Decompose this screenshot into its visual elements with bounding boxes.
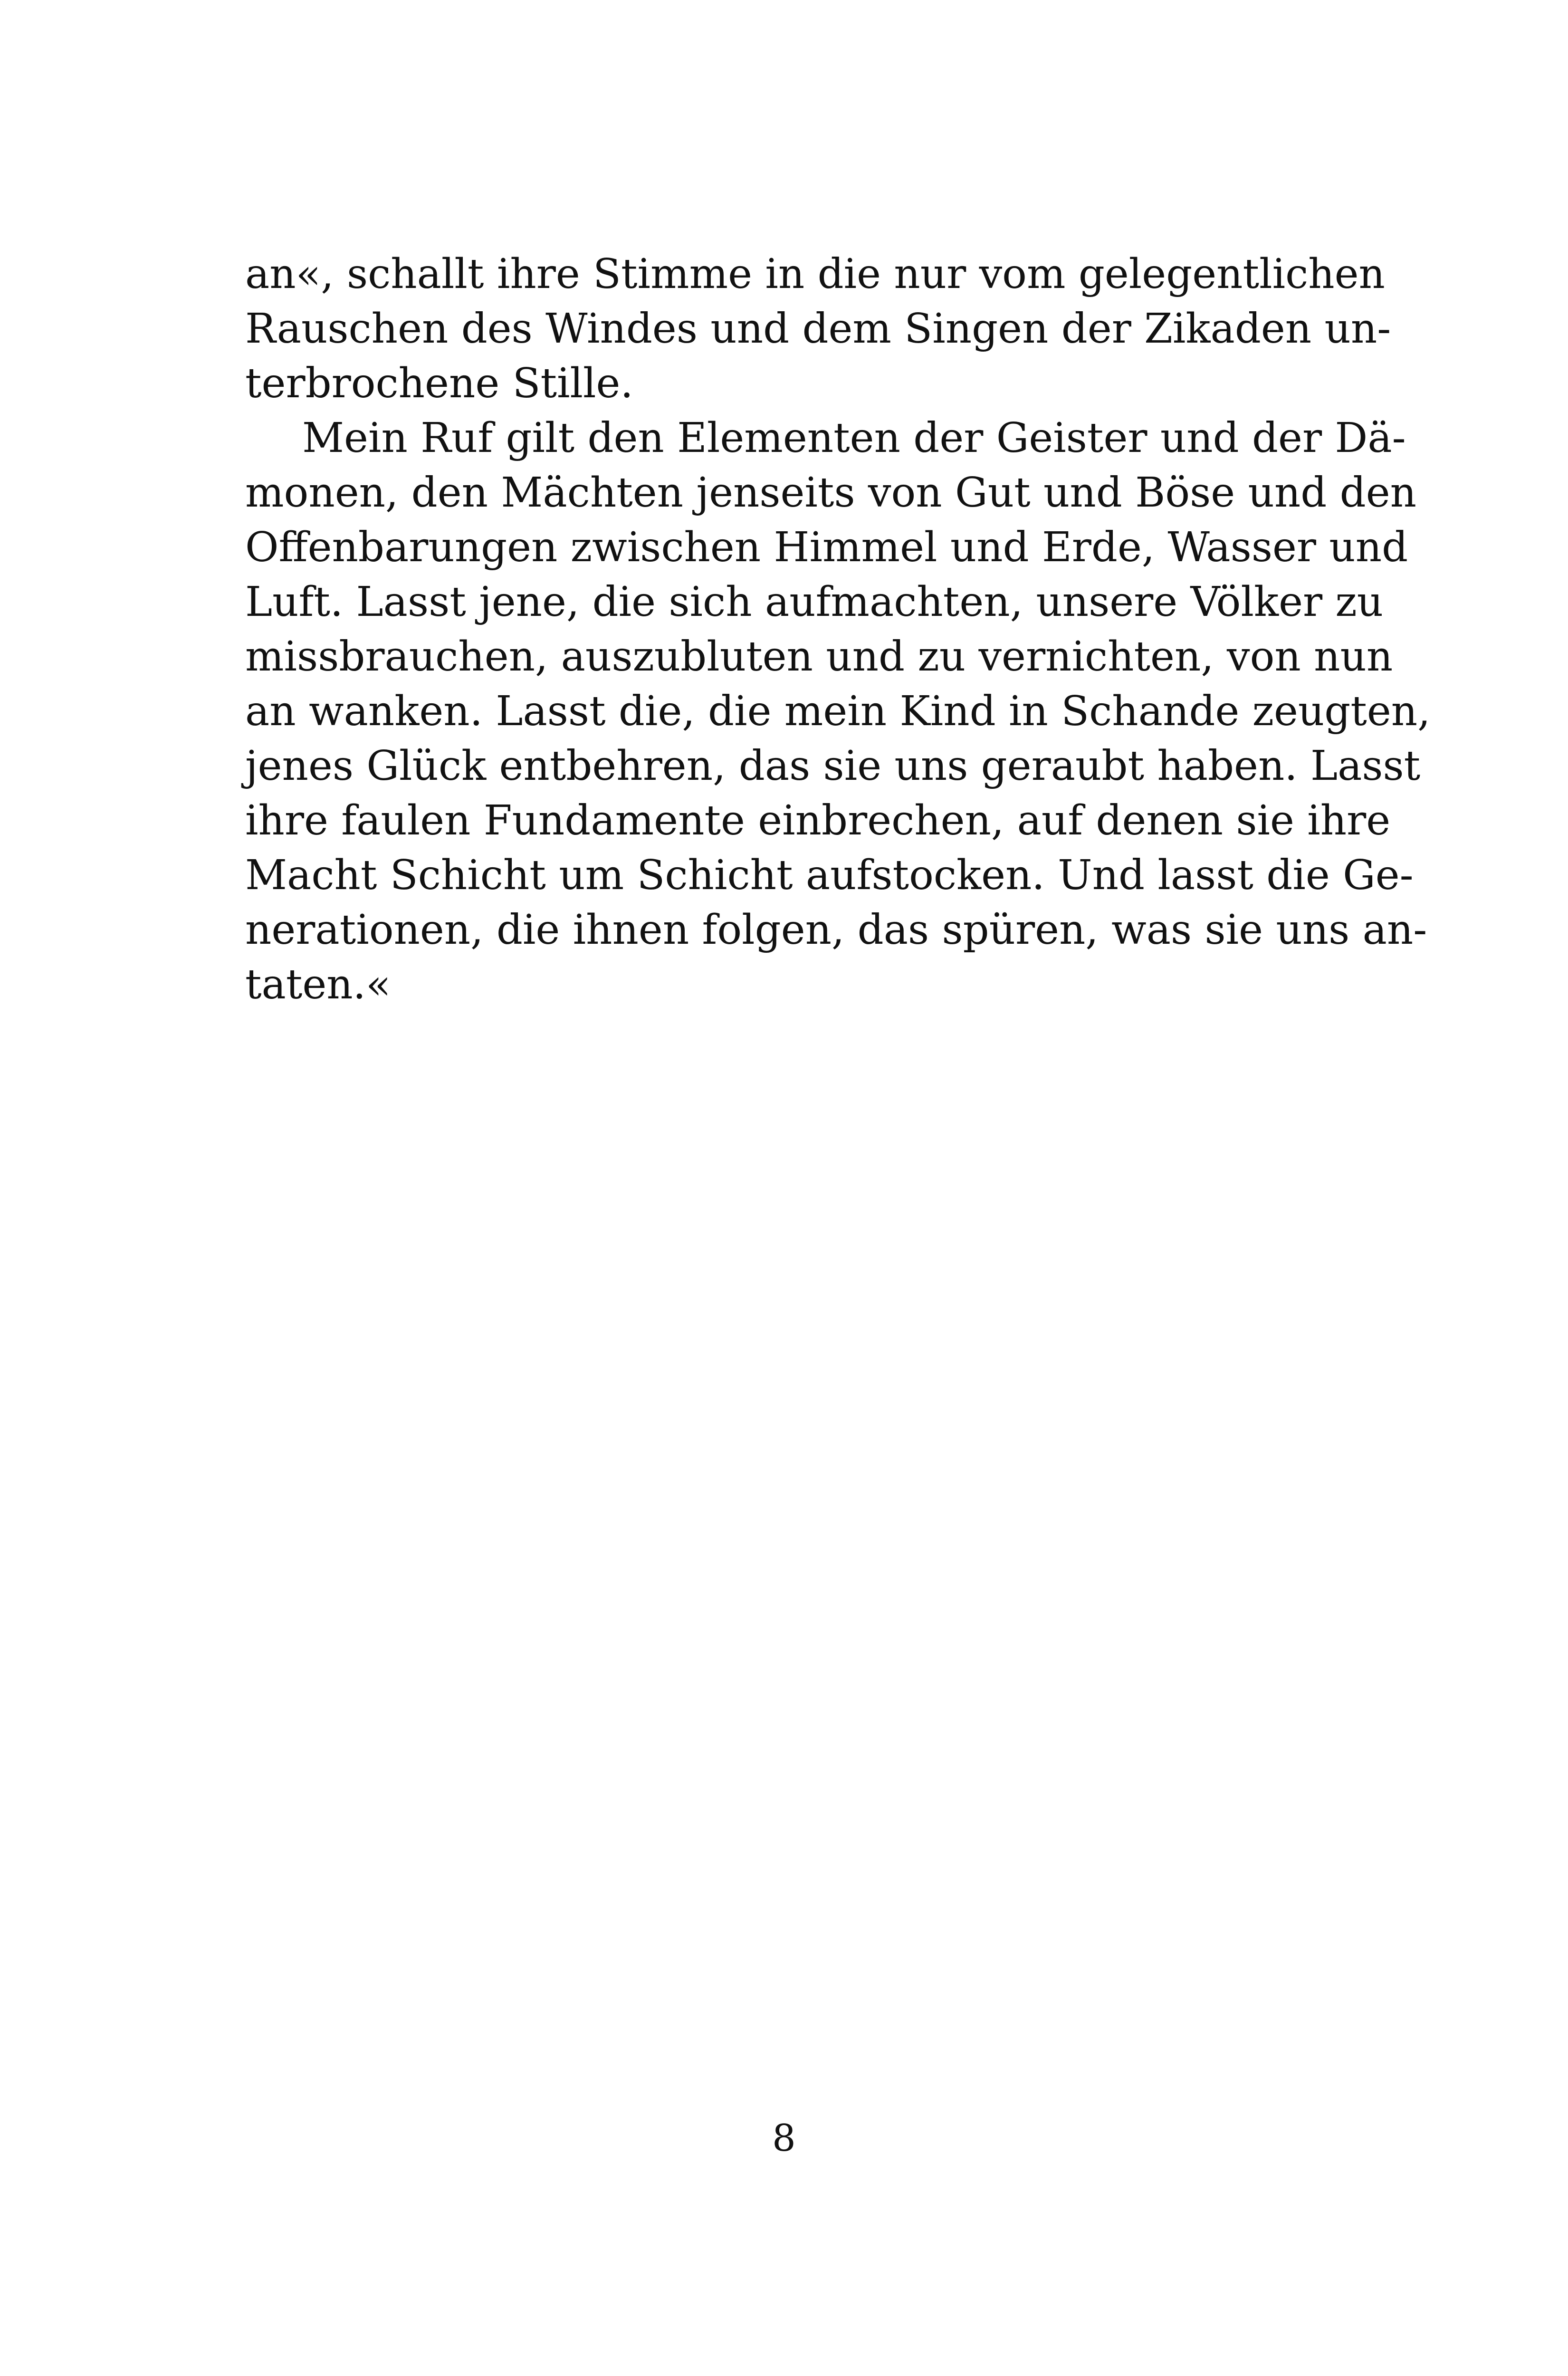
body-text: [245, 247, 1431, 1012]
text-line: nerationen, die ihnen folgen, das spüren, was sie uns an-: [245, 906, 1427, 954]
text-line: Mein Ruf gilt den Elementen der Geister und der Dä-: [302, 414, 1406, 462]
text-line: taten.«: [245, 961, 391, 1008]
text-line: Macht Schicht um Schicht aufstocken. Und lasst die Ge-: [245, 852, 1414, 899]
paragraph-1: [245, 247, 1391, 411]
text-line: terbrochene Stille.: [245, 360, 633, 407]
text-line: Luft. Lasst jene, die sich aufmachten, unsere Völker zu: [245, 578, 1384, 626]
text-line: Rauschen des Windes und dem Singen der Zikaden un-: [245, 305, 1391, 353]
paragraph-2: [245, 411, 1431, 1012]
text-line: missbrauchen, auszubluten und zu vernichten, von nun: [245, 633, 1393, 680]
text-line: Offenbarungen zwischen Himmel und Erde, Wasser und: [245, 524, 1408, 571]
text-line: ihre faulen Fundamente einbrechen, auf denen sie ihre: [245, 797, 1391, 844]
text-line: an wanken. Lasst die, die mein Kind in Schande zeugten,: [245, 688, 1431, 735]
text-line: monen, den Mächten jenseits von Gut und Böse und den: [245, 469, 1416, 517]
text-line: jenes Glück entbehren, das sie uns geraubt haben. Lasst: [245, 742, 1421, 790]
text-line: an«, schallt ihre Stimme in die nur vom gelegentlichen: [245, 250, 1385, 298]
page-number: 8: [772, 2117, 796, 2160]
